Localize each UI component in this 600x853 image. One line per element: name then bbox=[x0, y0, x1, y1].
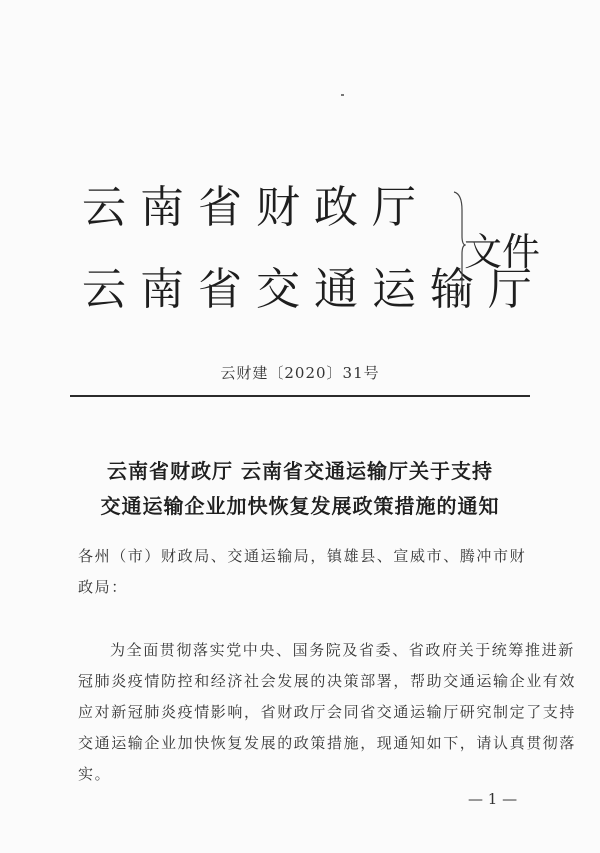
body-paragraph bbox=[78, 635, 577, 790]
body-line: 实。 bbox=[78, 765, 112, 783]
addressee bbox=[78, 541, 538, 603]
body-line: 应对新冠肺炎疫情影响，省财政厅会同省交通运输厅研究制定了支持 bbox=[78, 703, 577, 721]
body-line: 冠肺炎疫情防控和经济社会发展的决策部署，帮助交通运输企业有效 bbox=[78, 672, 577, 690]
body-line: 为全面贯彻落实党中央、国务院及省委、省政府关于统筹推进新 bbox=[110, 641, 575, 659]
issuer-line-2: 云南省交通运输厅 bbox=[82, 264, 546, 315]
addressee-line-2: 政局： bbox=[78, 578, 128, 596]
header-divider bbox=[70, 395, 530, 397]
issuer-line-1: 云南省财政厅 bbox=[82, 182, 430, 233]
doc-word: 文件 bbox=[464, 230, 541, 274]
title-line-1: 云南省财政厅 云南省交通运输厅关于支持 bbox=[107, 459, 493, 483]
scan-speck bbox=[341, 94, 344, 96]
body-line: 交通运输企业加快恢复发展的政策措施，现通知如下，请认真贯彻落 bbox=[78, 734, 577, 752]
page-number: — 1 — bbox=[468, 790, 518, 808]
document-number: 云财建〔2020〕31号 bbox=[220, 364, 380, 382]
addressee-line-1: 各州（市）财政局、交通运输局，镇雄县、宣威市、腾冲市财 bbox=[78, 547, 527, 565]
title-line-2: 交通运输企业加快恢复发展政策措施的通知 bbox=[100, 494, 500, 518]
